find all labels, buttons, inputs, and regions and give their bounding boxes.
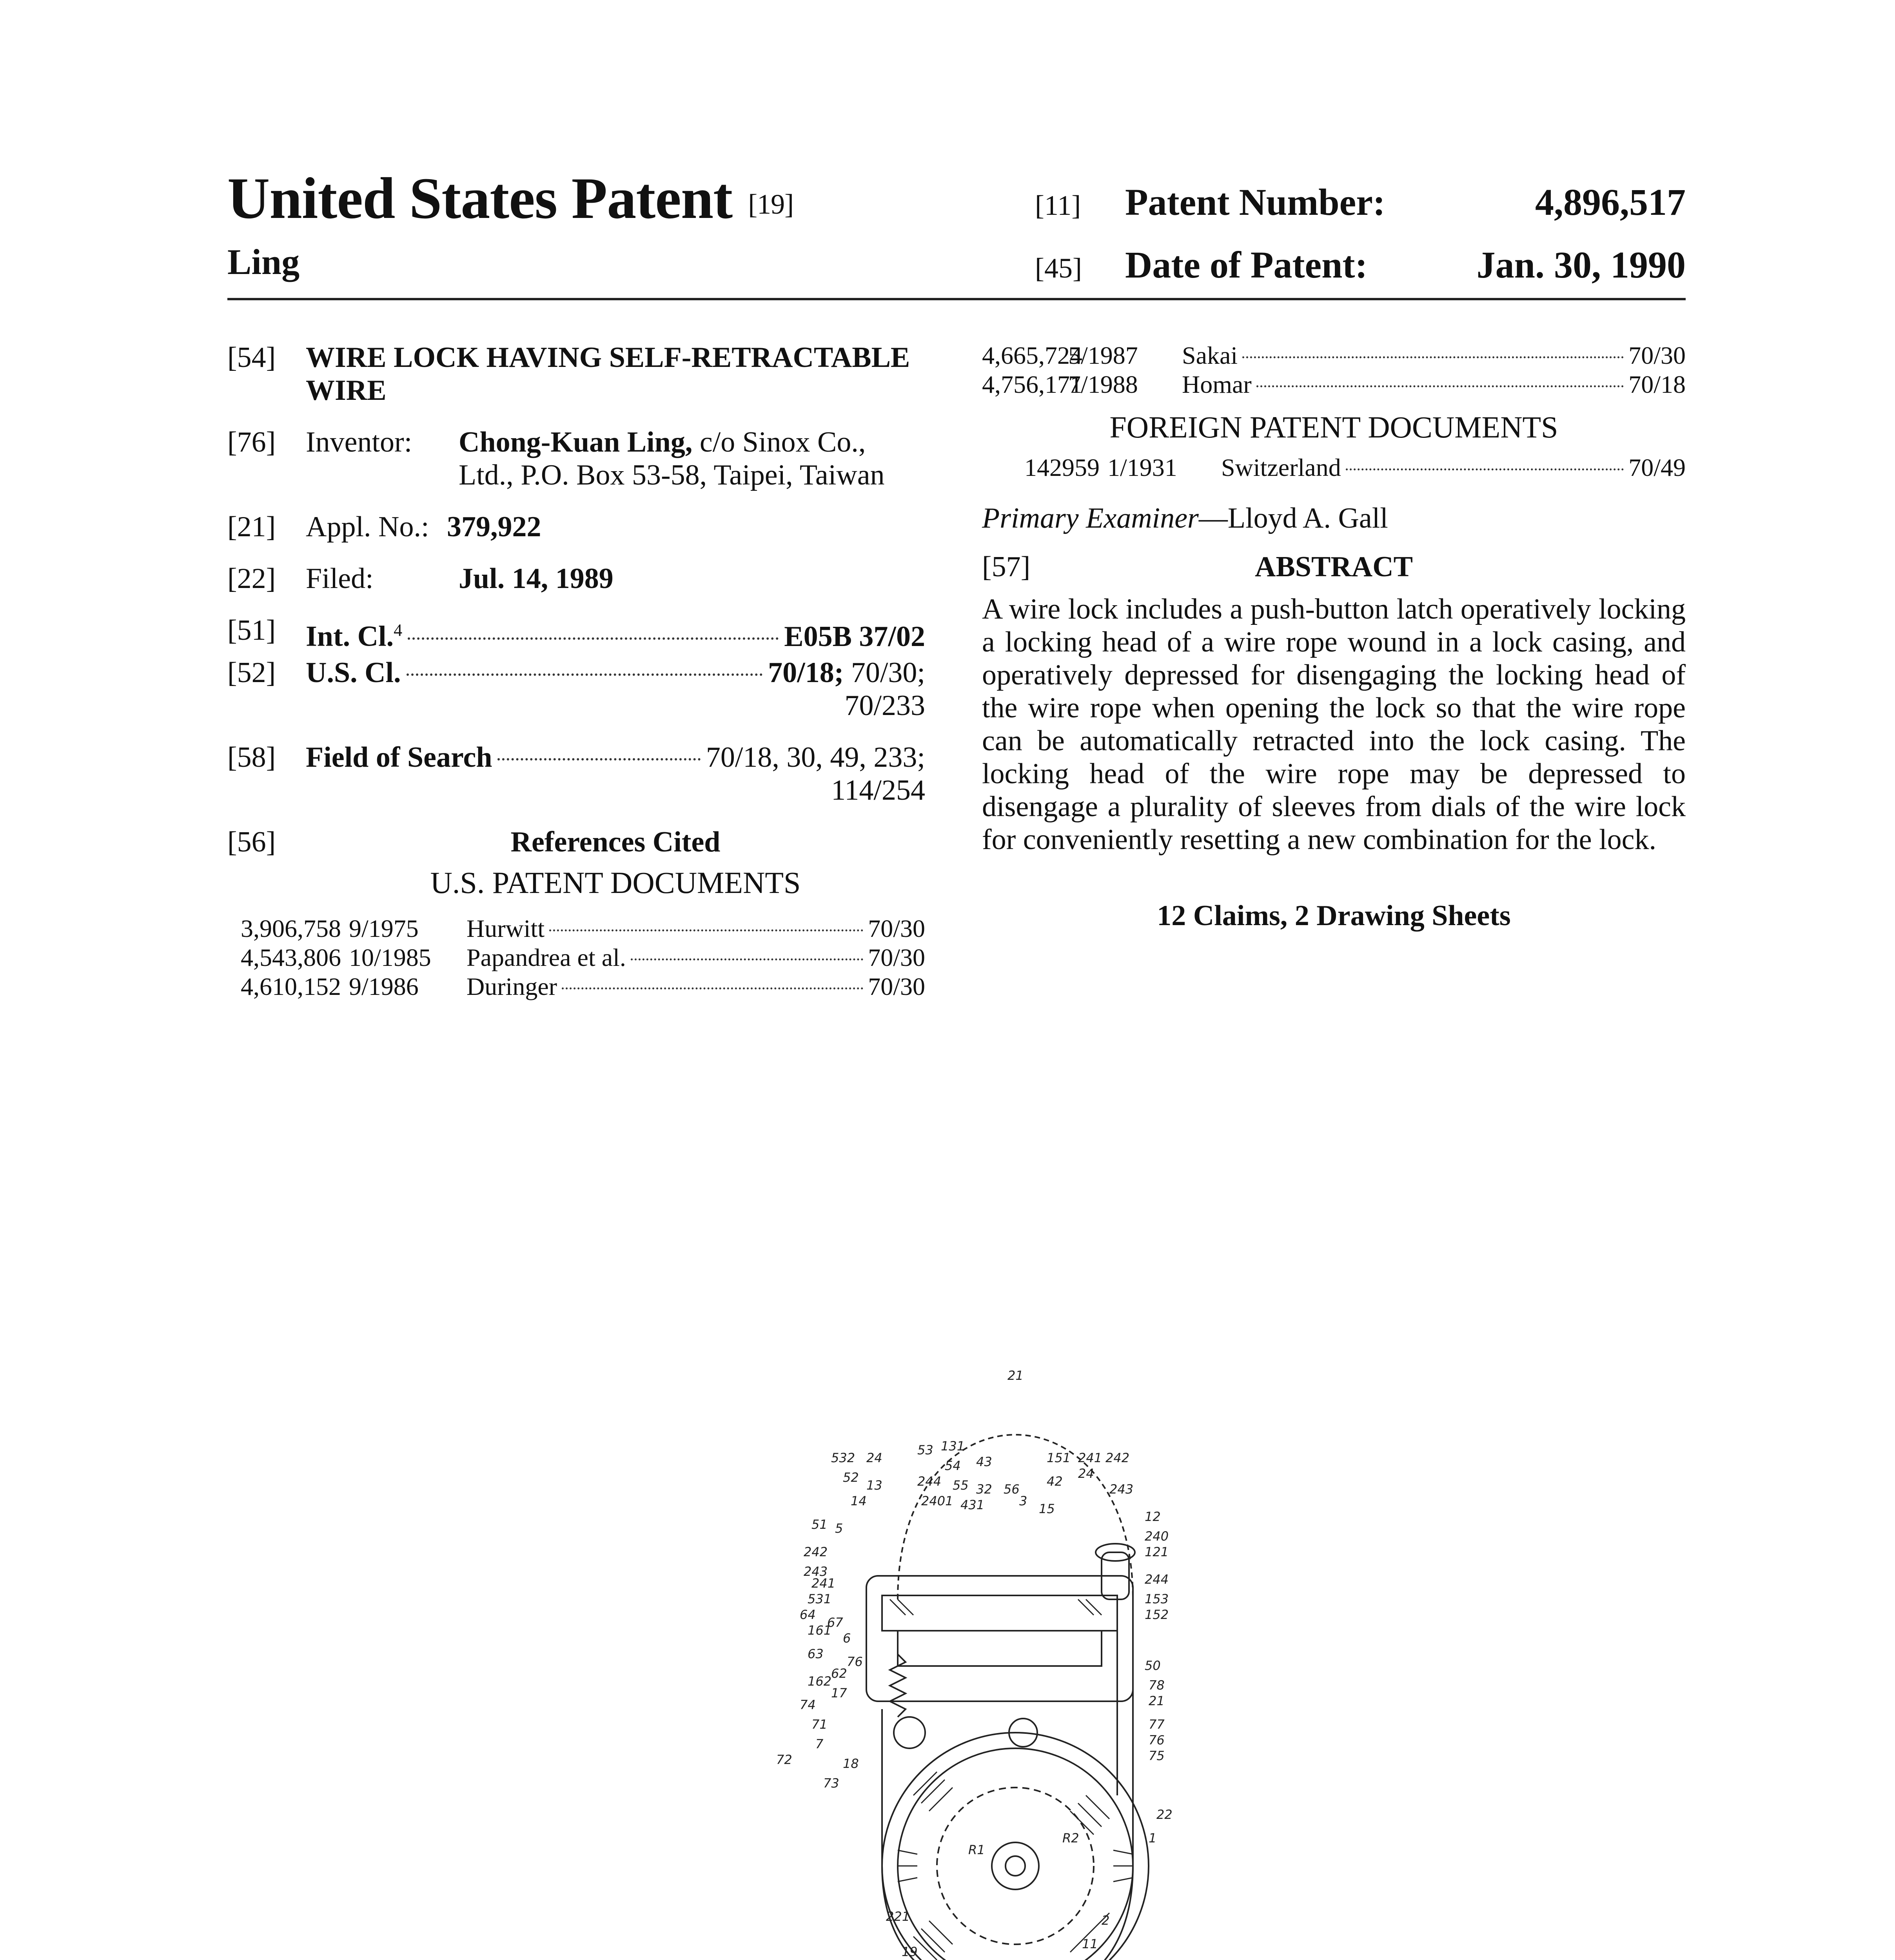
svg-text:240: 240: [1145, 1529, 1169, 1544]
search-label: Field of Search: [306, 741, 492, 773]
patent-number-label: Patent Number:: [1125, 181, 1385, 223]
svg-text:62: 62: [831, 1666, 847, 1681]
svg-text:51: 51: [811, 1517, 828, 1532]
svg-text:19: 19: [902, 1944, 918, 1959]
patent-title: United States Patent [19]: [227, 166, 794, 231]
citation-row: 4,756,171 7/1988 Homar 70/18: [982, 370, 1686, 398]
us-cl-value-line2: 70/233: [844, 689, 925, 722]
us-patent-list-continued: [982, 341, 1686, 399]
svg-text:50: 50: [1145, 1658, 1161, 1673]
svg-text:76: 76: [847, 1654, 863, 1669]
patent-number-code: [11]: [1035, 190, 1081, 221]
svg-text:121: 121: [1145, 1544, 1169, 1559]
hub: [992, 1842, 1039, 1889]
svg-text:22: 22: [1156, 1807, 1173, 1822]
svg-text:15: 15: [1039, 1501, 1055, 1516]
svg-text:244: 244: [917, 1474, 942, 1489]
appl-number: 379,922: [447, 511, 541, 543]
svg-text:74: 74: [800, 1697, 816, 1712]
title-code: [19]: [748, 189, 794, 220]
reference-labels: [776, 1368, 1173, 1959]
inventor-address-2: Ltd., P.O. Box 53-58, Taipei, Taiwan: [459, 459, 885, 491]
abstract-text: A wire lock includes a push-button latch operatively locking a locking head of a wire rope wound in a lock casing, and operatively depressed for disengaging the locking head of the wire rope when opening the lock so that the wire rope can be automatically retracted into the lock casing. The locking head of the wire rope may be depressed to disengage a plurality of sleeves from dials of the wire lock for conveniently resetting a new combination for the lock.: [982, 593, 1686, 856]
svg-text:243: 243: [804, 1564, 828, 1579]
patent-date-row: [1035, 243, 1686, 287]
svg-text:3: 3: [1019, 1494, 1027, 1508]
primary-examiner: [982, 502, 1686, 535]
svg-text:1: 1: [1149, 1831, 1157, 1846]
search-field: [58] Field of Search 70/18, 30, 49, 233; 114/254: [227, 741, 925, 806]
svg-text:32: 32: [976, 1482, 992, 1497]
examiner-name: —Lloyd A. Gall: [1198, 502, 1388, 534]
svg-text:73: 73: [823, 1776, 839, 1791]
svg-text:221: 221: [886, 1909, 910, 1924]
patent-date: Jan. 30, 1990: [1476, 244, 1686, 286]
us-patent-list: [227, 914, 925, 1001]
us-cl-value-secondary: 70/30;: [851, 656, 925, 689]
svg-text:162: 162: [808, 1674, 832, 1689]
svg-text:75: 75: [1149, 1748, 1165, 1763]
inventor-field: [76] Inventor: Chong-Kuan Ling, c/o Sinox Co., Ltd., P.O. Box 53-58, Taipei, Taiwan: [227, 426, 885, 491]
svg-text:24: 24: [1078, 1466, 1094, 1481]
inventor-name: Chong-Kuan Ling,: [459, 426, 693, 458]
us-cl-value-primary: 70/18;: [768, 656, 844, 689]
svg-text:42: 42: [1047, 1474, 1063, 1489]
int-cl-value: E05B 37/02: [784, 620, 925, 653]
svg-text:64: 64: [800, 1607, 816, 1622]
inventor-label: Inventor:: [306, 426, 412, 458]
us-cl-label: U.S. Cl.: [306, 656, 401, 689]
citation-row: 3,906,758 9/1975 Hurwitt 70/30: [241, 914, 925, 942]
abstract-code: [57]: [982, 551, 1031, 583]
svg-text:241: 241: [811, 1576, 836, 1591]
svg-text:2: 2: [1102, 1913, 1110, 1928]
filed-label: Filed:: [306, 563, 374, 595]
svg-text:55: 55: [953, 1478, 969, 1493]
inventor-surname: Ling: [227, 242, 300, 282]
claims-summary: 12 Claims, 2 Drawing Sheets: [1157, 900, 1511, 932]
int-cl-label: Int. Cl.$^4$: [306, 620, 403, 653]
svg-text:63: 63: [808, 1646, 824, 1661]
hatching: [890, 1599, 1133, 1960]
svg-text:52: 52: [843, 1470, 859, 1485]
svg-text:244: 244: [1145, 1572, 1169, 1587]
patent-drawing: [733, 1356, 1274, 1960]
patent-title-block: [227, 165, 793, 232]
svg-text:7: 7: [815, 1737, 824, 1751]
dial-assembly: [882, 1595, 1117, 1631]
svg-text:43: 43: [976, 1454, 992, 1469]
svg-text:67: 67: [827, 1615, 843, 1630]
svg-text:151: 151: [1047, 1450, 1071, 1465]
svg-text:242: 242: [1105, 1450, 1130, 1465]
svg-text:5: 5: [835, 1521, 843, 1536]
us-patents-heading: U.S. PATENT DOCUMENTS: [430, 865, 801, 900]
references-heading: References Cited: [510, 826, 721, 858]
svg-text:13: 13: [866, 1478, 882, 1493]
abstract-heading: ABSTRACT: [1255, 551, 1413, 583]
svg-text:R2: R2: [1062, 1831, 1079, 1846]
svg-text:14: 14: [851, 1494, 867, 1508]
svg-text:6: 6: [843, 1631, 851, 1646]
svg-text:17: 17: [831, 1686, 847, 1700]
svg-text:21: 21: [1149, 1693, 1165, 1708]
abstract-heading-row: [982, 550, 1686, 583]
filed-field: [22] Filed: Jul. 14, 1989: [227, 562, 925, 595]
filed-date: Jul. 14, 1989: [459, 563, 614, 595]
invention-title: WIRE LOCK HAVING SELF-RETRACTABLE WIRE: [306, 341, 910, 407]
svg-text:243: 243: [1109, 1482, 1134, 1497]
wire-lock-figure: [733, 1356, 1274, 1960]
appl-field: [21] Appl. No.: 379,922: [227, 510, 925, 543]
foreign-citation-row: 142959 1/1931 Switzerland 70/49: [1024, 454, 1686, 481]
svg-text:161: 161: [808, 1623, 832, 1638]
sleeve-assembly: [898, 1631, 1102, 1666]
svg-text:131: 131: [941, 1439, 965, 1454]
title-field: [54] WIRE LOCK HAVING SELF-RETRACTABLE WIRE: [227, 341, 925, 407]
citation-row: 4,610,152 9/1986 Duringer 70/30: [241, 972, 925, 1000]
foreign-patents-heading: FOREIGN PATENT DOCUMENTS: [1109, 410, 1558, 444]
svg-text:R1: R1: [968, 1842, 985, 1857]
svg-text:53: 53: [917, 1443, 933, 1457]
svg-text:24: 24: [866, 1450, 882, 1465]
svg-text:18: 18: [843, 1756, 859, 1771]
svg-text:153: 153: [1145, 1592, 1169, 1606]
header-divider: [227, 298, 1686, 300]
search-value: 70/18, 30, 49, 233;: [706, 741, 925, 773]
ref-label-21: 21: [1007, 1368, 1024, 1383]
left-column: [227, 341, 925, 1001]
svg-text:241: 241: [1078, 1450, 1102, 1465]
citation-row: 4,543,806 10/1985 Papandrea et al. 70/30: [241, 943, 925, 971]
appl-label: Appl. No.:: [306, 511, 429, 543]
patent-number: 4,896,517: [1535, 181, 1686, 223]
hub-center: [1006, 1856, 1025, 1876]
examiner-label: Primary Examiner: [982, 502, 1199, 534]
inventor-address-1: c/o Sinox Co.,: [699, 426, 866, 458]
patent-date-label: Date of Patent:: [1125, 244, 1368, 286]
svg-text:152: 152: [1145, 1607, 1169, 1622]
svg-text:76: 76: [1149, 1733, 1165, 1748]
patent-date-code: [45]: [1035, 252, 1082, 284]
wire-right-side: [1015, 1607, 1133, 1960]
us-cl-field: [52] U.S. Cl. 70/18; 70/30; 70/233: [227, 656, 925, 722]
svg-text:11: 11: [1082, 1936, 1098, 1951]
svg-text:531: 531: [808, 1592, 832, 1606]
svg-text:12: 12: [1145, 1509, 1161, 1524]
svg-text:242: 242: [804, 1544, 828, 1559]
svg-text:532: 532: [831, 1450, 855, 1465]
pivot: [894, 1717, 925, 1748]
svg-text:77: 77: [1149, 1717, 1165, 1732]
patent-number-row: [1035, 180, 1686, 224]
search-value-line2: 114/254: [831, 774, 925, 806]
svg-text:56: 56: [1004, 1482, 1020, 1497]
svg-text:431: 431: [960, 1497, 985, 1512]
svg-text:78: 78: [1149, 1678, 1165, 1693]
svg-text:2401: 2401: [921, 1494, 953, 1508]
drum-ring: [898, 1748, 1133, 1960]
citation-row: 4,665,724 5/1987 Sakai 70/30: [982, 341, 1686, 369]
right-column: [982, 341, 1686, 932]
int-cl-field: [51] Int. Cl.$^4$ E05B 37/02: [227, 614, 925, 653]
svg-text:71: 71: [811, 1717, 828, 1732]
svg-text:54: 54: [945, 1458, 961, 1473]
svg-text:72: 72: [776, 1752, 792, 1767]
refs-field: [56] References Cited U.S. PATENT DOCUMENTS: [227, 826, 925, 909]
